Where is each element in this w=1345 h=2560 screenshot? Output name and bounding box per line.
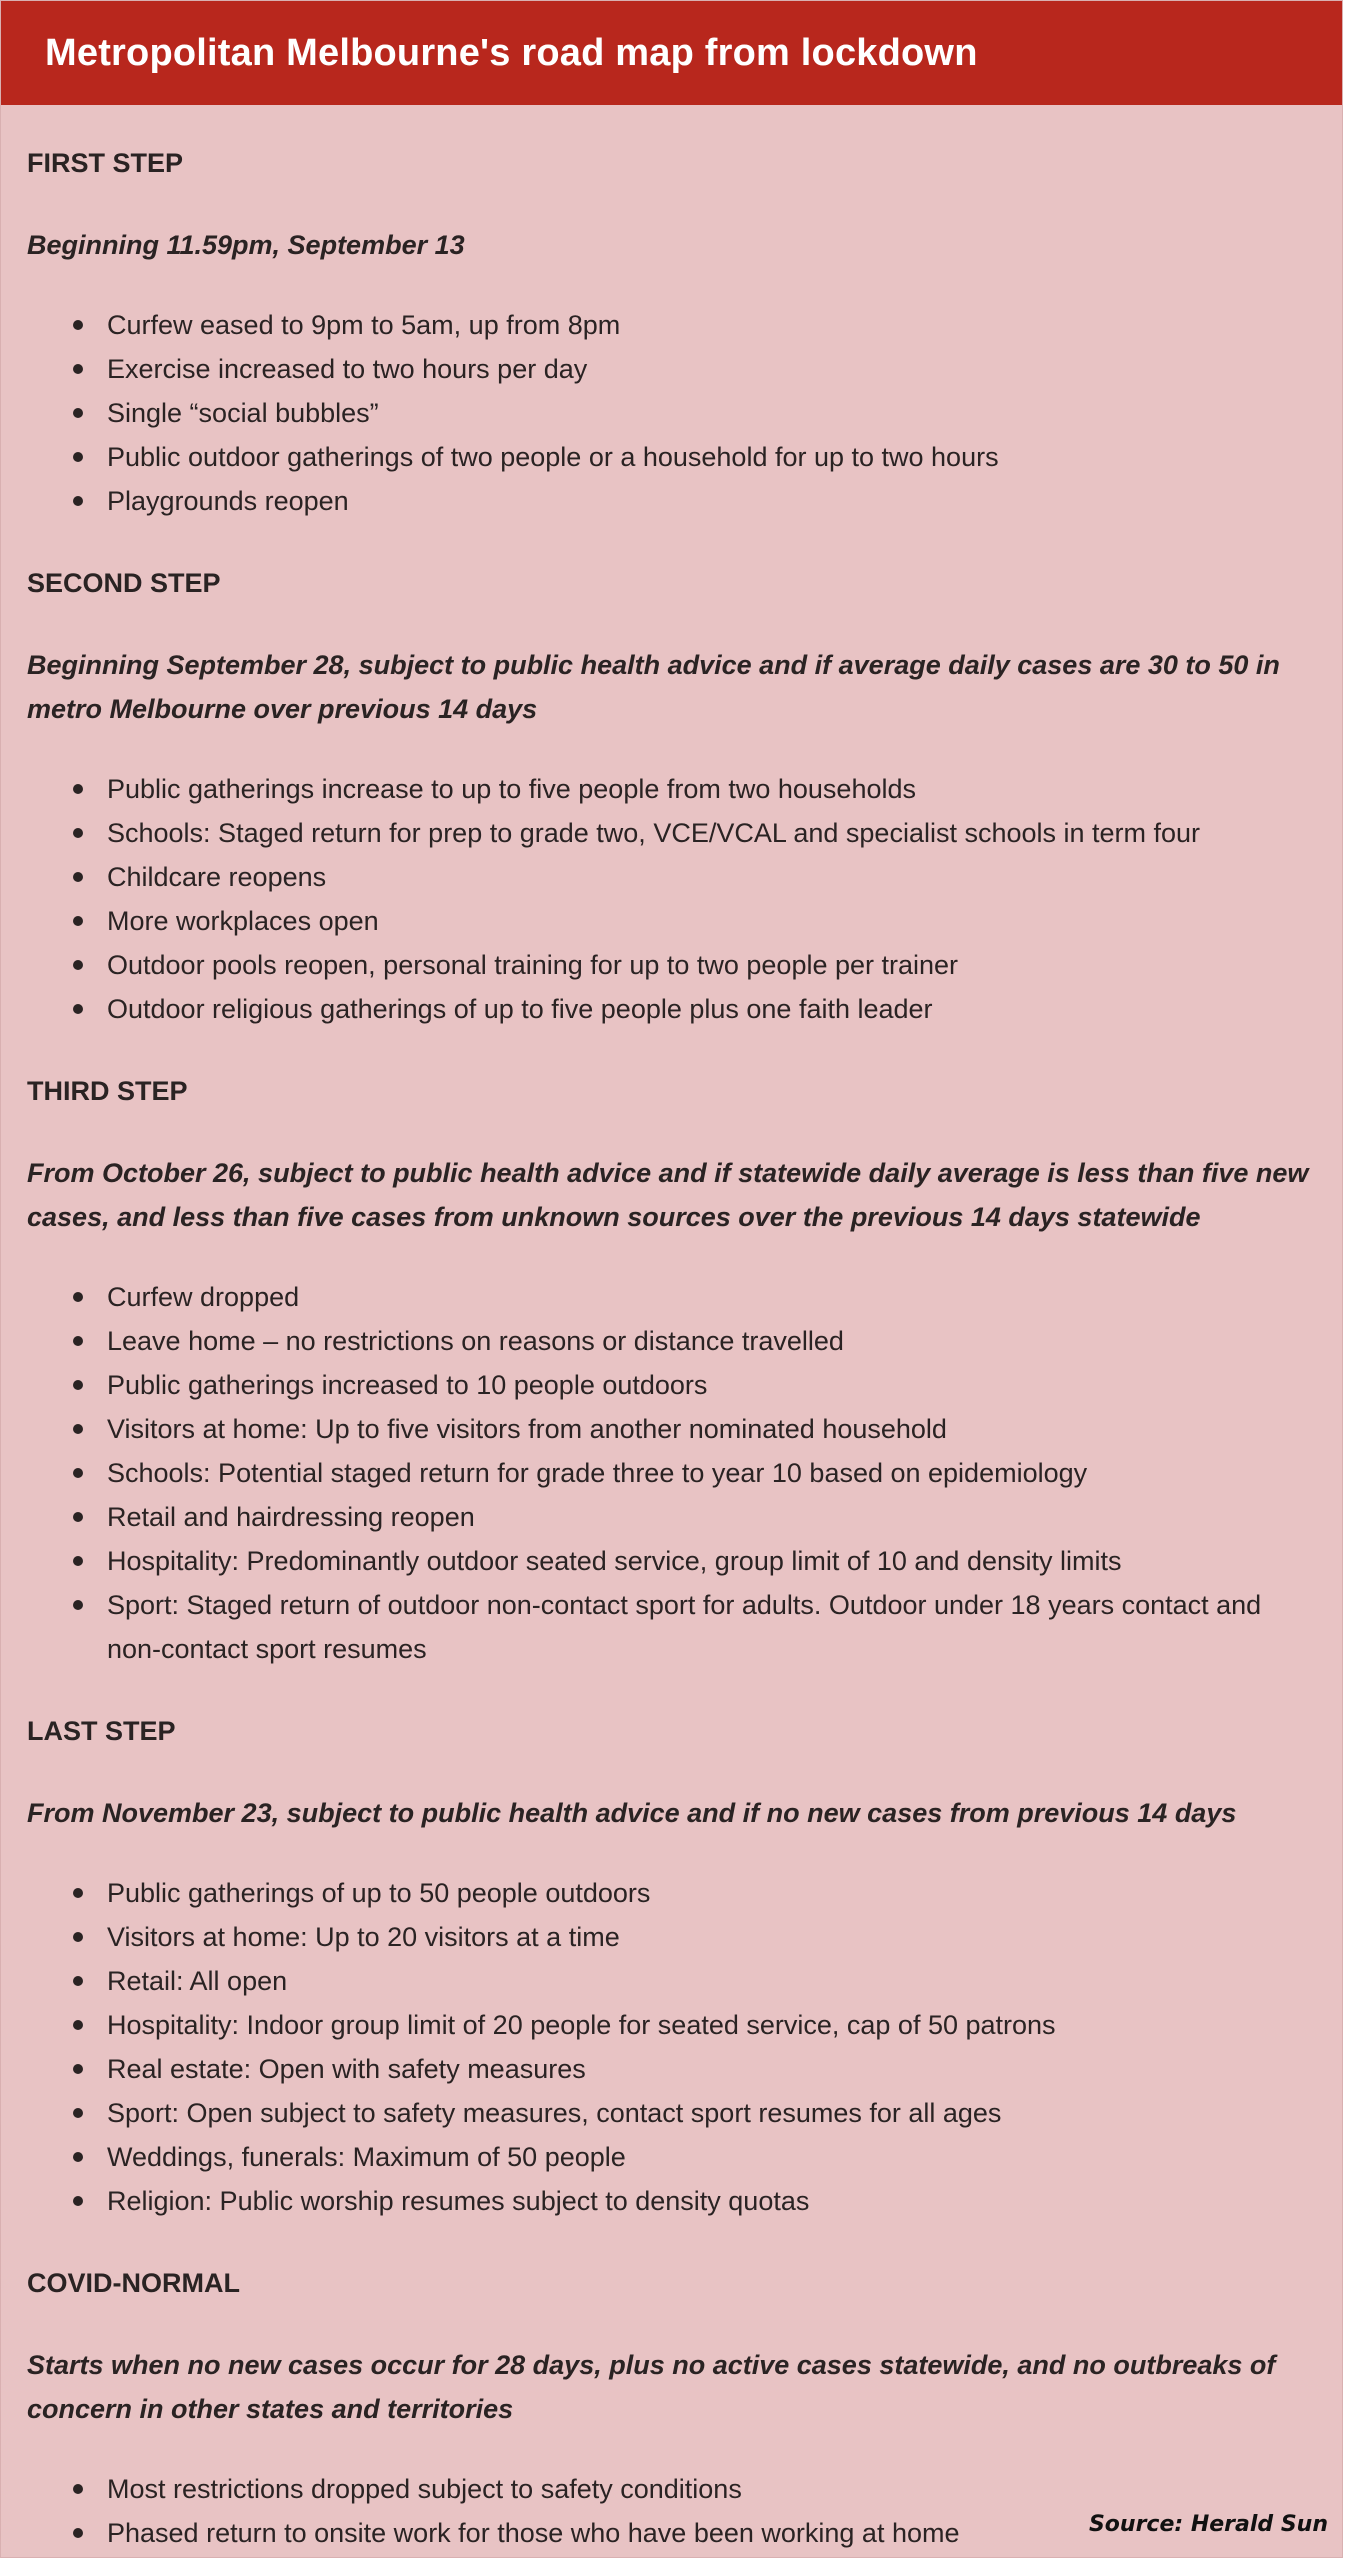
header-banner bbox=[1, 1, 1342, 105]
list-item: Retail: All open bbox=[107, 1959, 1316, 2003]
step-last bbox=[27, 1711, 1316, 2223]
step-item-list bbox=[27, 767, 1316, 1031]
list-item: Hospitality: Predominantly outdoor seated service, group limit of 10 and density limits bbox=[107, 1539, 1316, 1583]
step-subtitle: From October 26, subject to public health advice and if statewide daily average is less than five new cases, and less than five cases from unknown sources over the previous 14 days statewide bbox=[27, 1158, 1309, 1232]
list-item: Single “social bubbles” bbox=[107, 391, 1316, 435]
list-item: Sport: Staged return of outdoor non-contact sport for adults. Outdoor under 18 years contact and non-contact sport resumes bbox=[107, 1583, 1316, 1671]
list-item: Outdoor religious gatherings of up to five people plus one faith leader bbox=[107, 987, 1316, 1031]
list-item: Curfew dropped bbox=[107, 1275, 1316, 1319]
list-item: Hospitality: Indoor group limit of 20 people for seated service, cap of 50 patrons bbox=[107, 2003, 1316, 2047]
step-title: FIRST STEP bbox=[27, 148, 184, 178]
list-item: Visitors at home: Up to five visitors from another nominated household bbox=[107, 1407, 1316, 1451]
step-first bbox=[27, 143, 1316, 523]
step-subtitle: Beginning September 28, subject to public health advice and if average daily cases are 30 to 50 in metro Melbourne over previous 14 days bbox=[27, 650, 1280, 724]
list-item: Public gatherings increased to 10 people outdoors bbox=[107, 1363, 1316, 1407]
step-title: THIRD STEP bbox=[27, 1076, 188, 1106]
step-subtitle: Starts when no new cases occur for 28 days, plus no active cases statewide, and no outbreaks of concern in other states and territories bbox=[27, 2350, 1276, 2424]
step-item-list bbox=[27, 303, 1316, 523]
step-item-list bbox=[27, 1275, 1316, 1671]
list-item: Weddings, funerals: Maximum of 50 people bbox=[107, 2135, 1316, 2179]
list-item: Exercise increased to two hours per day bbox=[107, 347, 1316, 391]
list-item: Real estate: Open with safety measures bbox=[107, 2047, 1316, 2091]
step-second bbox=[27, 563, 1316, 1031]
list-item: Public outdoor gatherings of two people or a household for up to two hours bbox=[107, 435, 1316, 479]
list-item: Childcare reopens bbox=[107, 855, 1316, 899]
source-credit: Source: Herald Sun bbox=[1088, 2512, 1328, 2537]
list-item: Sport: Open subject to safety measures, contact sport resumes for all ages bbox=[107, 2091, 1316, 2135]
list-item: Curfew eased to 9pm to 5am, up from 8pm bbox=[107, 303, 1316, 347]
list-item: Retail and hairdressing reopen bbox=[107, 1495, 1316, 1539]
roadmap-content bbox=[1, 105, 1342, 2555]
step-title: LAST STEP bbox=[27, 1716, 176, 1746]
list-item: Most restrictions dropped subject to safety conditions bbox=[107, 2467, 1316, 2511]
list-item: Schools: Staged return for prep to grade two, VCE/VCAL and specialist schools in term four bbox=[107, 811, 1316, 855]
step-title: COVID-NORMAL bbox=[27, 2268, 240, 2298]
step-item-list bbox=[27, 2467, 1316, 2555]
list-item: Visitors at home: Up to 20 visitors at a time bbox=[107, 1915, 1316, 1959]
list-item: Public gatherings increase to up to five people from two households bbox=[107, 767, 1316, 811]
step-subtitle: Beginning 11.59pm, September 13 bbox=[27, 230, 465, 260]
list-item: Outdoor pools reopen, personal training for up to two people per trainer bbox=[107, 943, 1316, 987]
step-title: SECOND STEP bbox=[27, 568, 221, 598]
list-item: More workplaces open bbox=[107, 899, 1316, 943]
step-item-list bbox=[27, 1871, 1316, 2223]
list-item: Phased return to onsite work for those who have been working at home bbox=[107, 2511, 1316, 2555]
step-third bbox=[27, 1071, 1316, 1671]
list-item: Public gatherings of up to 50 people outdoors bbox=[107, 1871, 1316, 1915]
list-item: Leave home – no restrictions on reasons or distance travelled bbox=[107, 1319, 1316, 1363]
step-subtitle: From November 23, subject to public health advice and if no new cases from previous 14 days bbox=[27, 1798, 1237, 1828]
list-item: Playgrounds reopen bbox=[107, 479, 1316, 523]
list-item: Religion: Public worship resumes subject to density quotas bbox=[107, 2179, 1316, 2223]
list-item: Schools: Potential staged return for grade three to year 10 based on epidemiology bbox=[107, 1451, 1316, 1495]
page-title: Metropolitan Melbourne's road map from lockdown bbox=[45, 31, 978, 74]
